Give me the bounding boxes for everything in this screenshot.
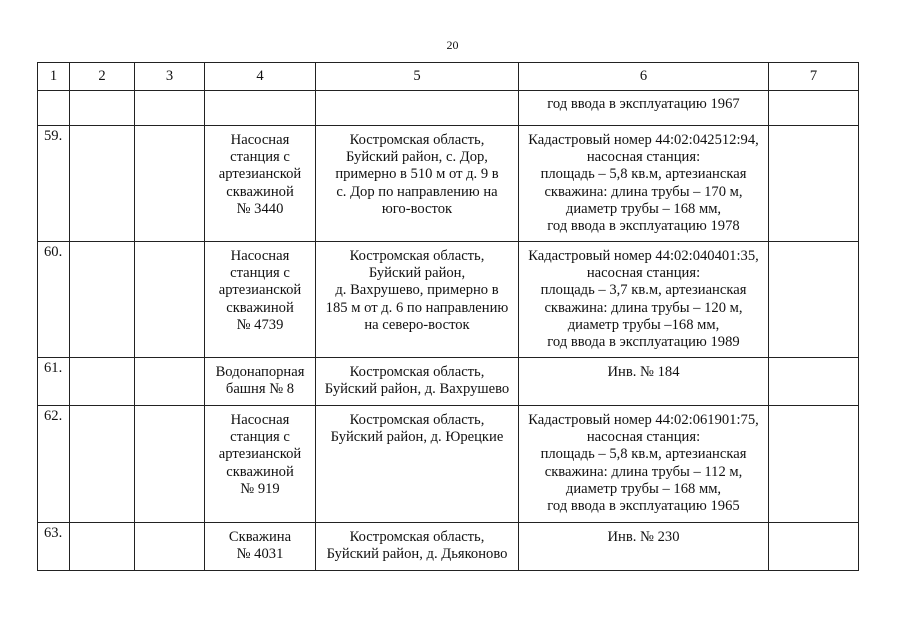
table-cell [769,358,859,406]
characteristics-cell [519,523,769,571]
object-name-cell [205,406,316,523]
row-number: 63. [38,523,70,571]
page-number: 20 [446,38,459,52]
text-line: Буйский район, с. Дор, [346,149,488,166]
table-cell [70,242,135,358]
text-line: 185 м от д. 6 по направлению [325,299,509,316]
characteristics-cell [519,406,769,523]
column-number-header: 6 [519,63,769,91]
text-line: Насосная [230,132,290,148]
text-line: станция с [230,149,290,166]
column-number-header: 3 [135,63,205,91]
object-name-cell [205,242,316,358]
text-line: Костромская область, [349,412,485,428]
characteristics-cell [519,242,769,358]
table-cell [70,126,135,242]
text-line: год ввода в эксплуатацию 1965 [547,498,740,515]
characteristics-cell [519,91,769,126]
text-line: № 3440 [236,200,284,217]
text-line: Скважина [228,529,292,545]
row-number: 61. [38,358,70,406]
table-cell [135,242,205,358]
text-line: скважиной [226,299,294,316]
table-row [38,358,859,406]
text-line: скважиной [226,183,294,200]
text-line: год ввода в эксплуатацию 1989 [547,334,740,351]
text-line: с. Дор по направлению на [336,183,498,200]
address-cell [316,406,519,523]
text-line: Буйский район, д. Вахрушево [324,381,510,398]
text-line: станция с [230,265,290,282]
table-cell [70,523,135,571]
text-line: примерно в 510 м от д. 9 в [335,166,499,183]
text-line: площадь – 5,8 кв.м, артезианская [540,446,747,463]
text-line: № 919 [240,480,280,497]
column-number-header: 2 [70,63,135,91]
continuation-row [38,91,859,126]
address-cell [316,126,519,242]
column-number-header: 1 [38,63,70,91]
table-cell [135,358,205,406]
table-cell [316,91,519,126]
table-cell [135,406,205,523]
text-line: станция с [230,429,290,446]
table-cell [38,91,70,126]
text-line: скважина: длина трубы – 112 м, [544,463,743,480]
text-line: юго-восток [381,200,453,217]
text-line: Костромская область, [349,132,485,148]
text-line: скважиной [226,463,294,480]
table-row [38,523,859,571]
column-number-header: 5 [316,63,519,91]
table-cell [205,91,316,126]
text-line: насосная станция: [586,429,701,446]
object-name-cell [205,358,316,406]
text-line: Кадастровый номер 44:02:040401:35, [528,248,759,264]
table-cell [70,91,135,126]
table-row [38,242,859,358]
table-cell [135,91,205,126]
text-line: Насосная [230,412,290,428]
table-cell [769,126,859,242]
text-line: Инв. № 230 [607,529,680,545]
text-line: Буйский район, [368,265,466,282]
table-cell [135,126,205,242]
table-cell [769,242,859,358]
text-line: Буйский район, д. Дьяконово [326,546,508,563]
text-line: год ввода в эксплуатацию 1978 [547,218,740,235]
text-line: диаметр трубы – 168 мм, [565,200,722,217]
table-row [38,406,859,523]
table-cell [769,523,859,571]
text-line: год ввода в эксплуатацию 1967 [547,96,740,112]
property-registry-table [37,62,859,571]
text-line: артезианской [218,282,302,299]
object-name-cell [205,126,316,242]
text-line: Костромская область, [349,364,485,380]
address-cell [316,242,519,358]
text-line: на северо-восток [364,316,470,333]
table-cell [70,358,135,406]
text-line: д. Вахрушево, примерно в [335,282,499,299]
text-line: насосная станция: [586,265,701,282]
table-cell [70,406,135,523]
text-line: площадь – 5,8 кв.м, артезианская [540,166,747,183]
text-line: № 4739 [236,316,284,333]
address-cell [316,523,519,571]
table-cell [135,523,205,571]
text-line: Костромская область, [349,529,485,545]
text-line: Кадастровый номер 44:02:042512:94, [528,132,759,148]
row-number: 59. [38,126,70,242]
characteristics-cell [519,358,769,406]
text-line: скважина: длина трубы – 170 м, [544,183,743,200]
characteristics-cell [519,126,769,242]
text-line: Инв. № 184 [607,364,680,380]
object-name-cell [205,523,316,571]
column-number-row [38,63,859,91]
table-cell [769,91,859,126]
text-line: № 4031 [236,546,284,563]
text-line: Буйский район, д. Юрецкие [330,429,504,446]
text-line: площадь – 3,7 кв.м, артезианская [540,282,747,299]
column-number-header: 7 [769,63,859,91]
text-line: артезианской [218,166,302,183]
text-line: диаметр трубы –168 мм, [567,316,720,333]
text-line: артезианской [218,446,302,463]
address-cell [316,358,519,406]
text-line: башня № 8 [225,381,295,398]
text-line: диаметр трубы – 168 мм, [565,480,722,497]
text-line: Насосная [230,248,290,264]
column-number-header: 4 [205,63,316,91]
text-line: Кадастровый номер 44:02:061901:75, [528,412,759,428]
text-line: насосная станция: [586,149,701,166]
row-number: 60. [38,242,70,358]
text-line: скважина: длина трубы – 120 м, [544,299,743,316]
table-cell [769,406,859,523]
text-line: Водонапорная [215,364,305,380]
row-number: 62. [38,406,70,523]
text-line: Костромская область, [349,248,485,264]
table-row [38,126,859,242]
